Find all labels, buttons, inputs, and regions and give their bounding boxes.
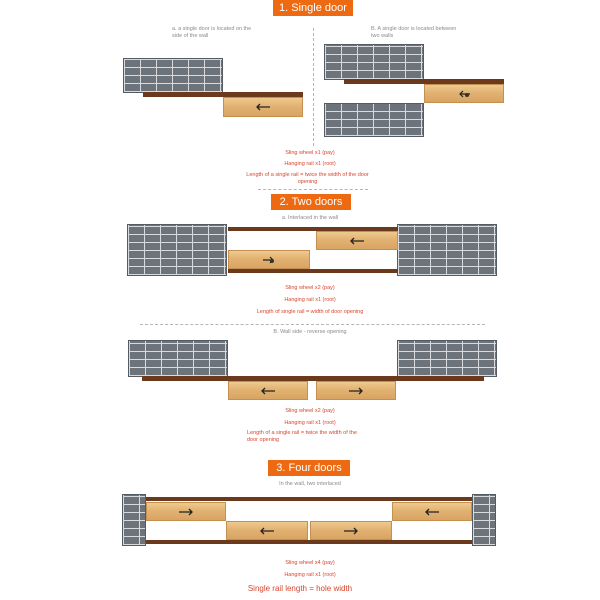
- wall-a: [123, 58, 223, 93]
- door-3-outer-left: [146, 502, 226, 521]
- section2-title: 2. Two doors: [279, 196, 343, 208]
- rail-2a-bottom: [228, 269, 398, 273]
- arrow-left-icon: [424, 508, 440, 516]
- section1-caption-a: a. a single door is located on the side of the wall: [172, 26, 252, 39]
- hand-icon: [457, 89, 471, 99]
- rail-3-top: [146, 497, 472, 501]
- wall-3-left: [122, 494, 146, 546]
- section2-spec-a1: Sling wheel x2 (pay): [285, 285, 335, 291]
- wall-2b-right: [397, 340, 497, 377]
- section3-title-banner: [268, 460, 350, 476]
- door-3-outer-right: [392, 502, 472, 521]
- rail-2b: [142, 376, 484, 381]
- wall-b-bottom: [324, 103, 424, 137]
- rail-3-bottom: [146, 540, 472, 544]
- section2-caption-a: a. Interlaced in the wall: [281, 215, 339, 221]
- section1-rule: [258, 189, 368, 190]
- arrow-left-icon: [255, 103, 271, 111]
- wall-b-top: [324, 44, 424, 80]
- section3-caption: In the wall, two interlaced: [279, 481, 341, 487]
- hand-icon: [261, 255, 277, 265]
- section3-title: 3. Four doors: [276, 462, 342, 474]
- section2-spec-b3: Length of a single rail = twice the width of the door opening: [247, 430, 357, 443]
- section1-spec3: Length of a single rail = twice the width of the door opening: [246, 172, 369, 185]
- arrow-right-icon: [348, 387, 364, 395]
- door-2a-lower: [228, 250, 310, 269]
- door-2a-upper: [316, 231, 398, 250]
- arrow-right-icon: [178, 508, 194, 516]
- arrow-left-icon: [260, 387, 276, 395]
- arrow-right-icon: [343, 527, 359, 535]
- wall-2a-left: [127, 224, 227, 276]
- arrow-left-icon: [349, 237, 365, 245]
- section3-spec2: Hanging rail x1 (root): [284, 572, 336, 578]
- door-b: [424, 84, 504, 103]
- wall-3-right: [472, 494, 496, 546]
- section2-spec-b1: Sling wheel x2 (pay): [285, 408, 335, 414]
- section1-title-banner: [273, 0, 353, 16]
- section1-spec1: Sling wheel x1 (pay): [285, 150, 335, 156]
- wall-2a-right: [397, 224, 497, 276]
- section1-spec2: Hanging rail x1 (root): [284, 161, 336, 167]
- door-2b-right: [316, 381, 396, 400]
- section2-divider: [140, 324, 485, 325]
- section1-title: 1. Single door: [279, 2, 347, 14]
- door-3-inner-right: [310, 521, 392, 540]
- door-3-inner-left: [226, 521, 308, 540]
- arrow-left-icon: [259, 527, 275, 535]
- section1-caption-b: B. A single door is located between two walls: [371, 26, 457, 39]
- section3-spec1: Sling wheel x4 (pay): [285, 560, 335, 566]
- door-a: [223, 97, 303, 117]
- section2-spec-a3: Length of single rail = width of door opening: [256, 309, 364, 315]
- door-2b-left: [228, 381, 308, 400]
- section2-spec-b2: Hanging rail x1 (root): [284, 420, 336, 426]
- section2-caption-b: B. Wall side - reverse opening: [273, 329, 347, 335]
- section2-title-banner: [271, 194, 351, 210]
- section1-divider: [313, 28, 314, 146]
- section2-spec-a2: Hanging rail x1 (root): [284, 297, 336, 303]
- wall-2b-left: [128, 340, 228, 377]
- section3-spec3: Single rail length = hole width: [247, 584, 353, 593]
